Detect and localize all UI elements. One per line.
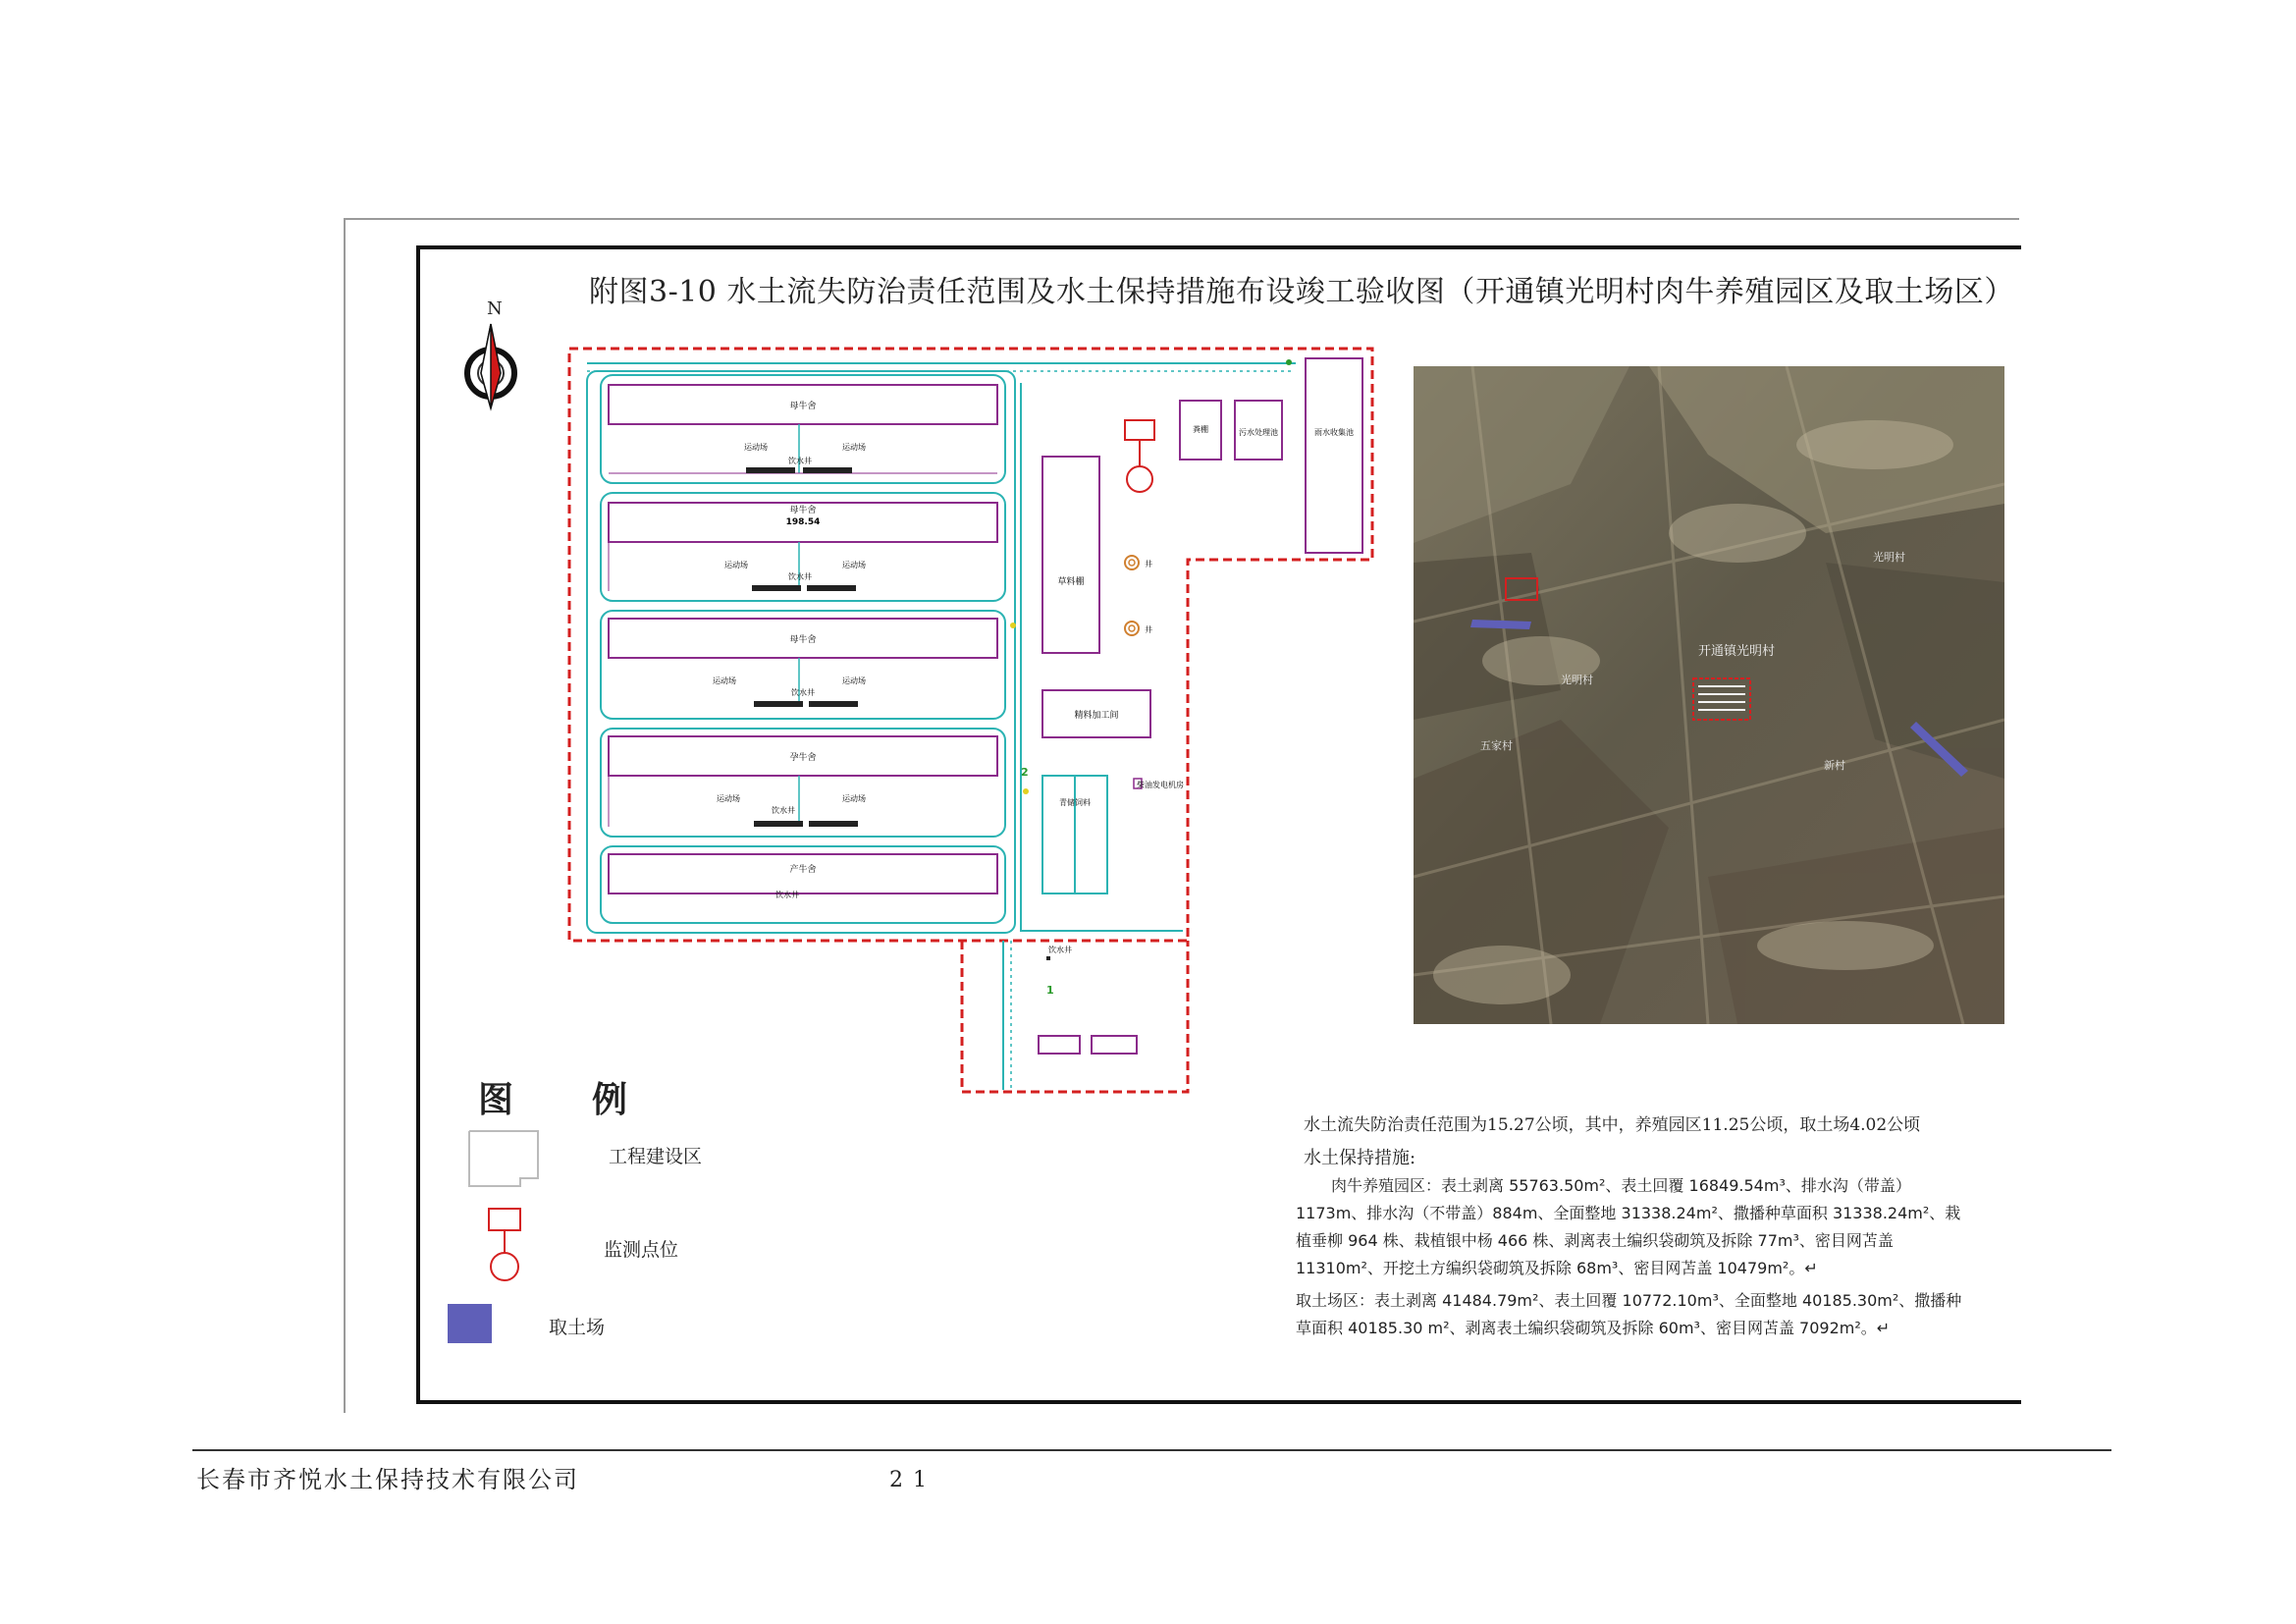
barn-block-1 bbox=[601, 375, 1005, 483]
borrow-boundary-line bbox=[962, 941, 1188, 1092]
barn-label: 母牛舍 bbox=[789, 635, 817, 645]
barn-label: 孕牛舍 bbox=[789, 753, 817, 763]
trough-label: 饮水井 bbox=[788, 572, 812, 581]
sat-village-label: 五家村 bbox=[1480, 739, 1513, 752]
sat-village-label: 光明村 bbox=[1873, 551, 1905, 564]
barn-block-2 bbox=[601, 493, 1005, 601]
monitor-point-icon bbox=[486, 1206, 525, 1284]
sat-village-label: 新村 bbox=[1824, 759, 1845, 772]
borrow-area-swatch bbox=[448, 1304, 492, 1343]
silage-label: 青储饲料 bbox=[1059, 798, 1091, 807]
monitor-flag-icon bbox=[1125, 420, 1154, 440]
responsibility-range-text: 水土流失防治责任范围为15.27公顷，其中，养殖园区11.25公顷，取土场4.02公顷 bbox=[1304, 1115, 1921, 1135]
sat-village-label: 光明村 bbox=[1561, 674, 1593, 686]
legend-title: 图 bbox=[478, 1079, 514, 1120]
barn-block-3 bbox=[601, 611, 1005, 719]
footer-company: 长春市齐悦水土保持技术有限公司 bbox=[196, 1466, 579, 1493]
exercise-label: 运动场 bbox=[842, 561, 866, 569]
trough-label: 饮水井 bbox=[1048, 946, 1072, 954]
well-label: 井 bbox=[1145, 625, 1152, 634]
marker-1-label: 1 bbox=[1046, 984, 1054, 997]
satellite-image bbox=[1414, 366, 2004, 1024]
generator-label: 柴油发电机房 bbox=[1137, 781, 1184, 789]
barn-label: 母牛舍 bbox=[789, 402, 817, 411]
exercise-label: 运动场 bbox=[713, 677, 736, 685]
legend-area-label: 工程建设区 bbox=[609, 1146, 703, 1167]
trough-label: 饮水井 bbox=[788, 457, 812, 465]
legend-monitor-label: 监测点位 bbox=[604, 1239, 679, 1261]
exercise-label: 运动场 bbox=[842, 794, 866, 803]
rain-pool bbox=[1306, 358, 1362, 553]
exercise-label: 运动场 bbox=[724, 561, 748, 569]
barn-label: 产牛舍 bbox=[789, 865, 817, 875]
hay-shed bbox=[1042, 457, 1099, 653]
legend-borrow-label: 取土场 bbox=[549, 1317, 606, 1338]
trough-label: 饮水井 bbox=[775, 891, 799, 899]
map-title: 附图3-10 水土流失防治责任范围及水土保持措施布设竣工验收图（开通镇光明村肉牛养殖园区及取土场区） bbox=[589, 275, 2014, 309]
well-icon bbox=[1125, 622, 1139, 635]
barn-label: 母牛舍 bbox=[789, 506, 817, 515]
feed-processing-label: 精料加工间 bbox=[1074, 711, 1119, 721]
boundary-line bbox=[569, 349, 1372, 941]
rain-pool-label: 雨水收集池 bbox=[1314, 428, 1354, 437]
barn-block-4 bbox=[601, 729, 1005, 837]
hay-shed-label: 草料棚 bbox=[1057, 577, 1085, 587]
marker-2-label: 2 bbox=[1021, 766, 1029, 779]
value-label: 198.54 bbox=[785, 517, 821, 527]
north-label: N bbox=[487, 298, 503, 319]
footer-divider bbox=[192, 1449, 2111, 1451]
sewage-label: 污水处理池 bbox=[1239, 428, 1278, 437]
trough-label: 饮水井 bbox=[791, 688, 815, 697]
site-plan bbox=[452, 285, 1384, 1110]
exercise-label: 运动场 bbox=[744, 443, 768, 452]
barn-block-5 bbox=[601, 846, 1005, 923]
page-number: 21 bbox=[889, 1468, 936, 1492]
exercise-label: 运动场 bbox=[717, 794, 740, 803]
well-icon bbox=[1125, 556, 1139, 569]
exercise-label: 运动场 bbox=[842, 443, 866, 452]
exercise-label: 运动场 bbox=[842, 677, 866, 685]
manure-shed-label: 粪棚 bbox=[1193, 425, 1208, 434]
legend-title: 例 bbox=[592, 1079, 628, 1120]
park-measures-text: 肉牛养殖园区：表土剥离 55763.50m²、表土回覆 16849.54m³、排水沟（带盖）1173m、排水沟（不带盖）884m、全面整地 31338.24m²、撒播种草面积 31338.24m²、栽植垂柳 964 株、栽植银中杨 466 株、剥离表土编织袋砌筑及拆除 77m³、密目网苫盖 11310m²、开挖土方编织袋砌筑及拆除 68m³、密目网苫盖 10479m²。↵ bbox=[1296, 1176, 1961, 1277]
monitor-point-icon bbox=[1127, 466, 1152, 492]
borrow-measures-text: 取土场区：表土剥离 41484.79m²、表土回覆 10772.10m³、全面整地 40185.30m²、撒播种草面积 40185.30 m²、剥离表土编织袋砌筑及拆除 60m³、密目网苫盖 7092m²。↵ bbox=[1296, 1291, 1962, 1337]
measures-heading: 水土保持措施: bbox=[1304, 1148, 1416, 1168]
trough-label: 饮水井 bbox=[772, 806, 795, 815]
construction-area-icon bbox=[465, 1127, 544, 1190]
sat-park-label: 开通镇光明村 bbox=[1698, 644, 1776, 659]
well-label: 井 bbox=[1145, 560, 1152, 568]
